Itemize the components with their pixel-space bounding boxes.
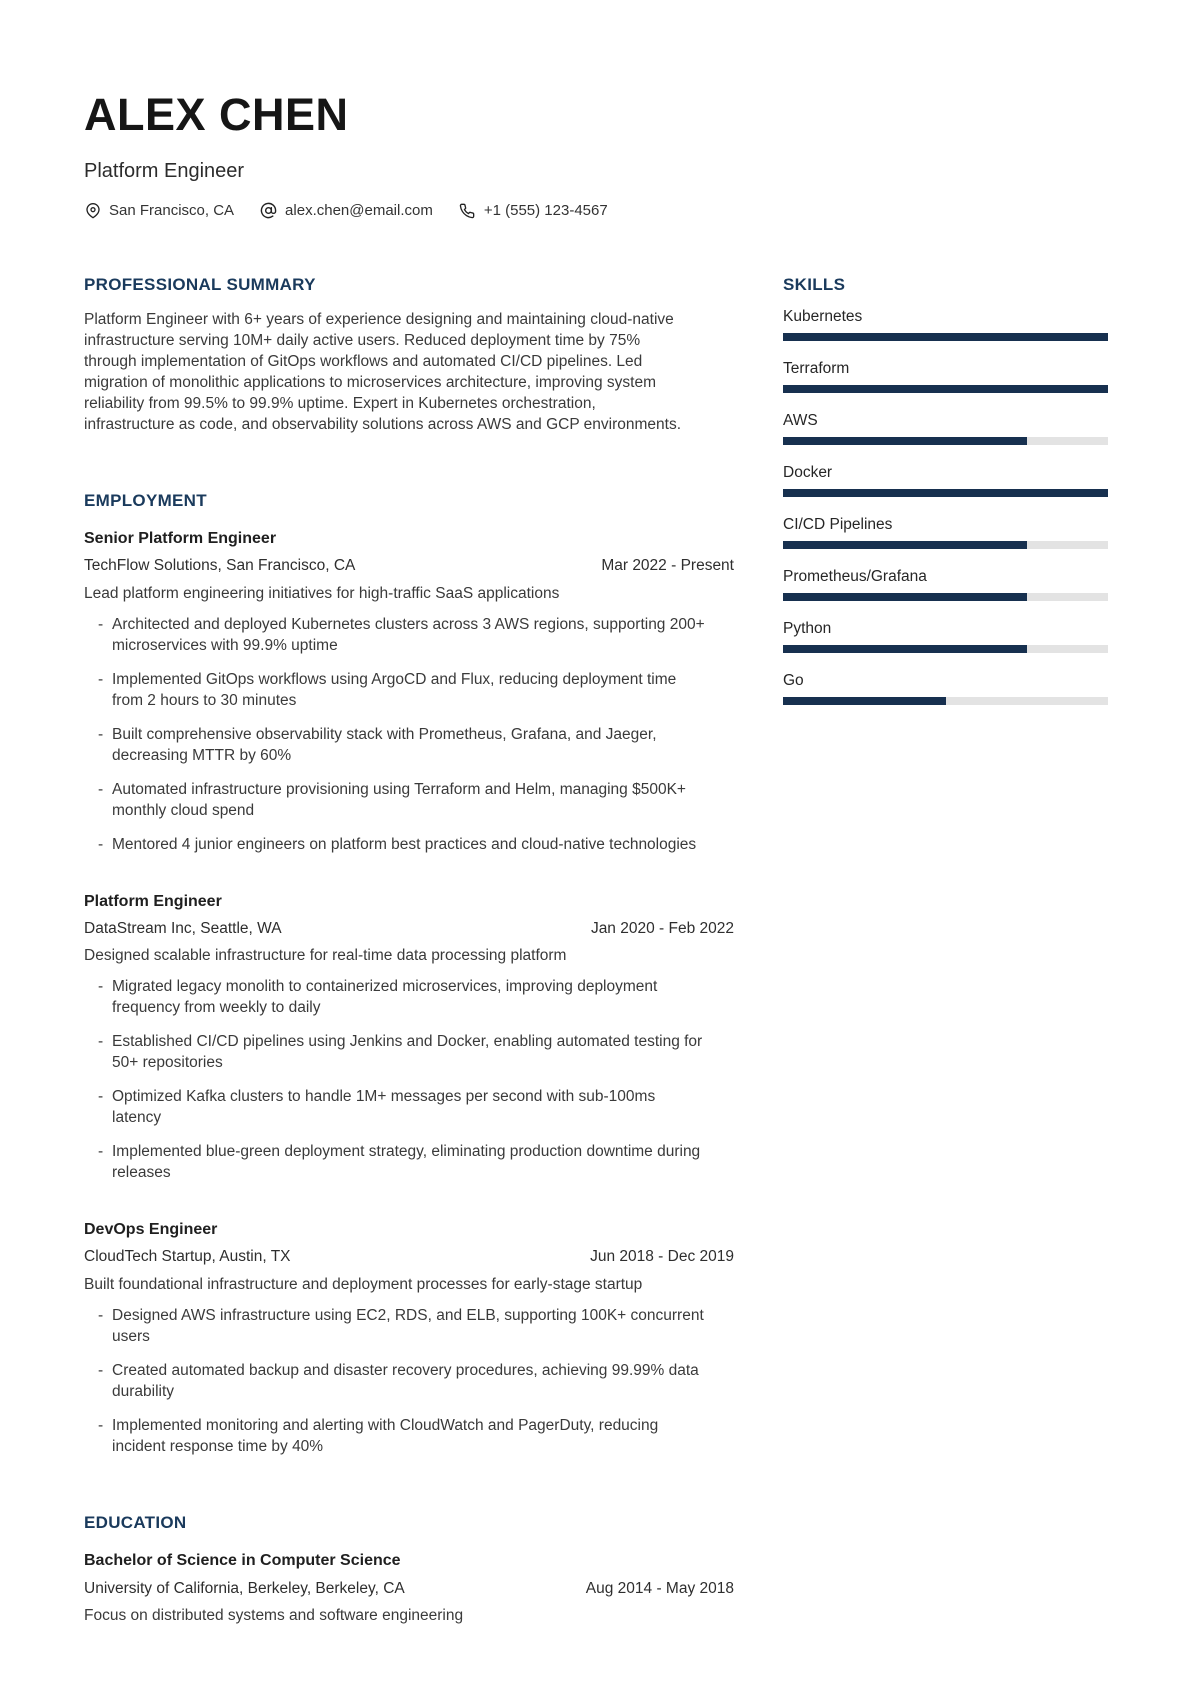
skill-bar-fill xyxy=(783,489,1108,497)
resume-header xyxy=(84,89,1116,219)
employment-section xyxy=(84,492,734,1457)
skill-name: Kubernetes xyxy=(783,308,863,325)
skill-bar-track xyxy=(783,489,1108,497)
job-entry xyxy=(84,1213,734,1457)
education-school: University of California, Berkeley, Berkeley, CA xyxy=(84,1579,405,1597)
job-title: Senior Platform Engineer xyxy=(84,530,277,547)
job-bullet: - Built comprehensive observability stack with Prometheus, Grafana, and Jaeger, decreasing MTTR by 60% xyxy=(84,724,708,766)
education-degree: Bachelor of Science in Computer Science xyxy=(84,1551,401,1569)
skill-name: Python xyxy=(783,620,832,637)
skill-name: CI/CD Pipelines xyxy=(783,516,893,533)
contact-row xyxy=(84,202,1116,219)
job-bullet: - Designed AWS infrastructure using EC2, RDS, and ELB, supporting 100K+ concurrent users xyxy=(84,1305,708,1347)
job-bullet: - Architected and deployed Kubernetes clusters across 3 AWS regions, supporting 200+ microservices with 99.9% uptime xyxy=(84,614,708,656)
skill-bar-track xyxy=(783,593,1108,601)
job-bullet: - Automated infrastructure provisioning using Terraform and Helm, managing $500K+ monthly cloud spend xyxy=(84,779,708,821)
contact-text: +1 (555) 123-4567 xyxy=(483,202,608,219)
job-title: Platform Engineer xyxy=(84,892,222,910)
skill-bar-fill xyxy=(783,697,946,705)
phone-icon xyxy=(459,202,476,219)
education-meta xyxy=(84,1581,734,1597)
skill-bar-track xyxy=(783,541,1108,549)
job-bullet: - Implemented GitOps workflows using ArgoCD and Flux, reducing deployment time from 2 hours to 30 minutes xyxy=(84,669,708,711)
skill-name: Terraform xyxy=(783,360,850,377)
skill-item xyxy=(783,671,1108,705)
right-column xyxy=(783,276,1108,1624)
job-summary: Built foundational infrastructure and deployment processes for early-stage startup xyxy=(84,1275,643,1293)
summary-section xyxy=(84,276,734,435)
contact-item xyxy=(84,202,234,219)
skill-bar-track xyxy=(783,697,1108,705)
skill-bar-fill xyxy=(783,593,1027,601)
skill-name: AWS xyxy=(783,412,818,429)
skill-bar-fill xyxy=(783,385,1108,393)
person-name: ALEX CHEN xyxy=(84,89,349,140)
job-bullet: - Established CI/CD pipelines using Jenkins and Docker, enabling automated testing for 50+ repositories xyxy=(84,1031,708,1073)
skills-section xyxy=(783,276,1108,705)
summary-heading: PROFESSIONAL SUMMARY xyxy=(84,275,316,294)
job-dates: Jun 2018 - Dec 2019 xyxy=(590,1248,734,1266)
skill-bar-fill xyxy=(783,645,1027,653)
education-heading: EDUCATION xyxy=(84,1512,187,1532)
education-section xyxy=(84,1514,734,1625)
contact-text: alex.chen@email.com xyxy=(285,202,433,219)
job-bullet: - Migrated legacy monolith to containerized microservices, improving deployment frequency from weekly to daily xyxy=(84,976,708,1018)
skill-bar-fill xyxy=(783,437,1027,445)
job-company: TechFlow Solutions, San Francisco, CA xyxy=(84,557,356,574)
education-detail: Focus on distributed systems and software engineering xyxy=(84,1607,464,1625)
job-title: DevOps Engineer xyxy=(84,1221,218,1239)
job-bullet: - Created automated backup and disaster recovery procedures, achieving 99.99% data durability xyxy=(84,1360,708,1402)
contact-item xyxy=(260,202,433,219)
skills-list xyxy=(783,307,1108,705)
content-columns xyxy=(84,276,1116,1624)
skill-bar-track xyxy=(783,437,1108,445)
left-column xyxy=(84,276,734,1624)
job-bullets xyxy=(84,614,734,855)
job-bullets xyxy=(84,976,734,1183)
job-bullet: - Mentored 4 junior engineers on platform best practices and cloud-native technologies xyxy=(84,834,708,855)
person-title: Platform Engineer xyxy=(84,160,245,182)
job-bullet: - Implemented monitoring and alerting with CloudWatch and PagerDuty, reducing incident response time by 40% xyxy=(84,1415,708,1457)
skill-name: Go xyxy=(783,672,804,689)
skill-item xyxy=(783,359,1108,393)
summary-text: Platform Engineer with 6+ years of experience designing and maintaining cloud-native infrastructure serving 10M+ daily active users. Reduced deployment time by 75% through implementation of GitOps workflows and automated CI/CD pipelines. Led migration of monolithic applications to microservices architecture, improving system reliability from 99.5% to 99.9% uptime. Expert in Kubernetes orchestration, infrastructure as code, and observability solutions across AWS and GCP environments. xyxy=(84,311,682,433)
job-bullets xyxy=(84,1305,734,1457)
jobs-list xyxy=(84,522,734,1457)
skill-name: Prometheus/Grafana xyxy=(783,568,927,585)
skill-item xyxy=(783,463,1108,497)
skill-bar-track xyxy=(783,645,1108,653)
at-sign-icon xyxy=(260,202,277,219)
job-summary: Designed scalable infrastructure for real-time data processing platform xyxy=(84,947,567,965)
skill-item xyxy=(783,307,1108,341)
skill-bar-fill xyxy=(783,541,1027,549)
job-entry xyxy=(84,885,734,1184)
skill-bar-fill xyxy=(783,333,1108,341)
job-summary: Lead platform engineering initiatives for high-traffic SaaS applications xyxy=(84,584,560,602)
location-pin-icon xyxy=(84,202,101,219)
education-dates: Aug 2014 - May 2018 xyxy=(585,1579,734,1597)
job-dates: Mar 2022 - Present xyxy=(601,557,734,574)
job-bullet: - Implemented blue-green deployment strategy, eliminating production downtime during releases xyxy=(84,1141,708,1183)
job-meta xyxy=(84,921,734,937)
job-company: DataStream Inc, Seattle, WA xyxy=(84,919,282,937)
job-bullet: - Optimized Kafka clusters to handle 1M+ messages per second with sub-100ms latency xyxy=(84,1086,708,1128)
skill-item xyxy=(783,619,1108,653)
job-dates: Jan 2020 - Feb 2022 xyxy=(590,919,734,937)
skill-item xyxy=(783,567,1108,601)
job-entry xyxy=(84,522,734,855)
skill-bar-track xyxy=(783,385,1108,393)
job-meta xyxy=(84,1249,734,1265)
skill-item xyxy=(783,515,1108,549)
contact-text: San Francisco, CA xyxy=(109,202,235,219)
employment-heading: EMPLOYMENT xyxy=(84,491,207,510)
job-meta xyxy=(84,558,734,574)
skill-item xyxy=(783,411,1108,445)
skills-heading: SKILLS xyxy=(783,275,846,294)
contact-item xyxy=(459,202,608,219)
skill-name: Docker xyxy=(783,464,833,481)
skill-bar-track xyxy=(783,333,1108,341)
job-company: CloudTech Startup, Austin, TX xyxy=(84,1248,291,1266)
